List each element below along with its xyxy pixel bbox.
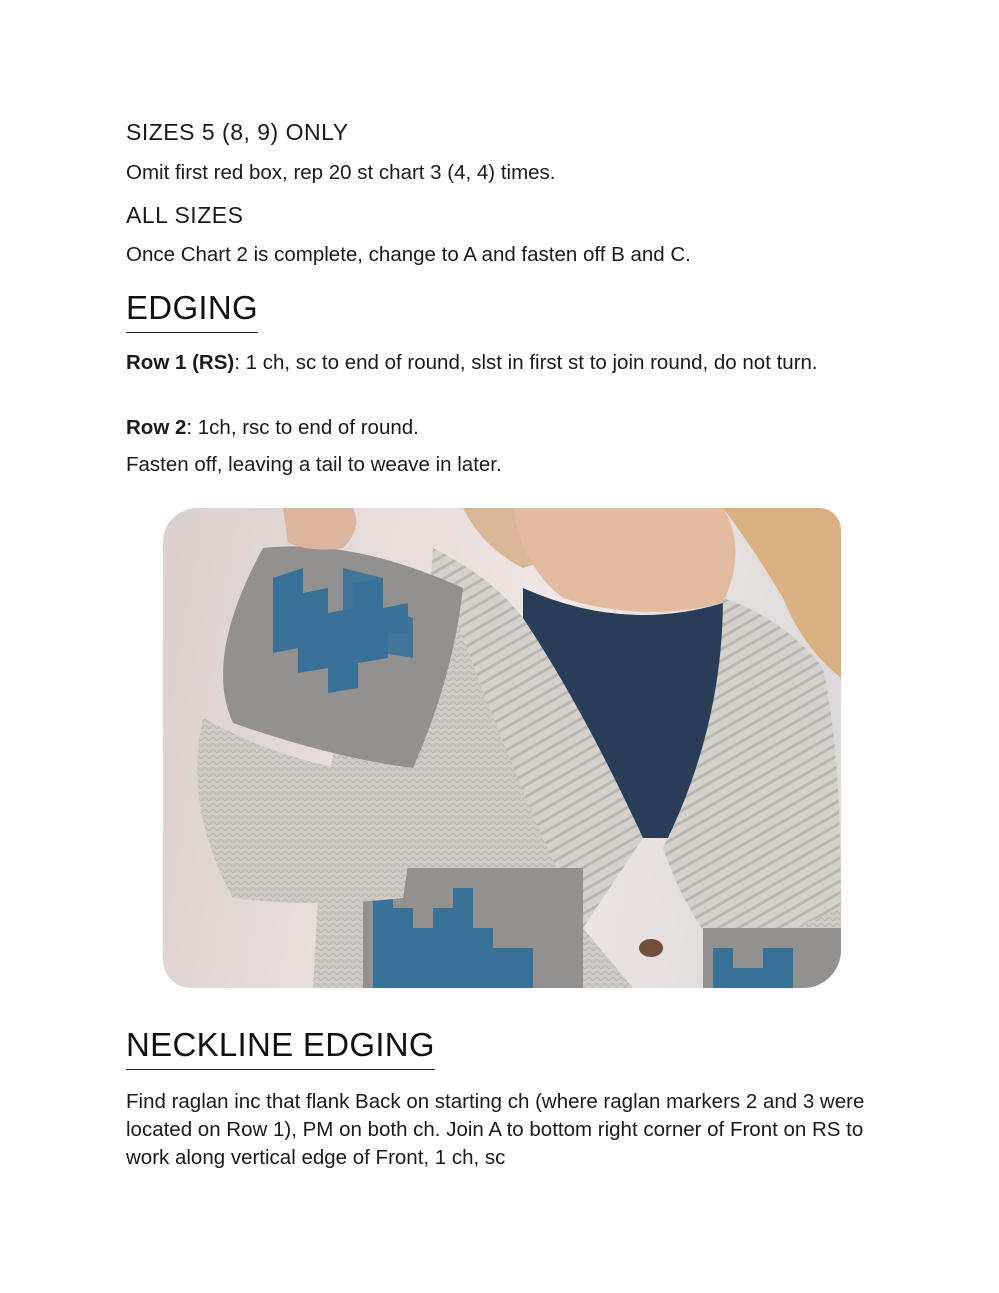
sweater-photo <box>163 508 841 988</box>
sizes-only-text: Omit first red box, rep 20 st chart 3 (4, 4) times. <box>126 161 556 184</box>
all-sizes-text: Once Chart 2 is complete, change to A and fasten off B and C. <box>126 243 691 266</box>
row-2-label: Row 2 <box>126 416 187 439</box>
sizes-only-heading: SIZES 5 (8, 9) ONLY <box>126 119 349 145</box>
all-sizes-heading: ALL SIZES <box>126 202 244 228</box>
neckline-edging-heading: NECKLINE EDGING <box>126 1027 435 1070</box>
edging-closing: Fasten off, leaving a tail to weave in later. <box>126 453 502 476</box>
row-1-label: Row 1 (RS) <box>126 351 235 374</box>
neckline-edging-text: Find raglan inc that flank Back on starting ch (where raglan markers 2 and 3 were located on Row 1), PM on both ch. Join A to bottom right corner of Front on RS to work along vertical edge of Front, 1 ch, sc <box>126 1090 865 1169</box>
row-1-text: : 1 ch, sc to end of round, slst in first st to join round, do not turn. <box>234 351 818 374</box>
edging-row-1 <box>126 349 866 377</box>
row-2-text: : 1ch, rsc to end of round. <box>186 416 419 439</box>
sweater-illustration <box>163 508 841 988</box>
edging-heading: EDGING <box>126 290 258 333</box>
edging-row-2 <box>126 414 886 442</box>
